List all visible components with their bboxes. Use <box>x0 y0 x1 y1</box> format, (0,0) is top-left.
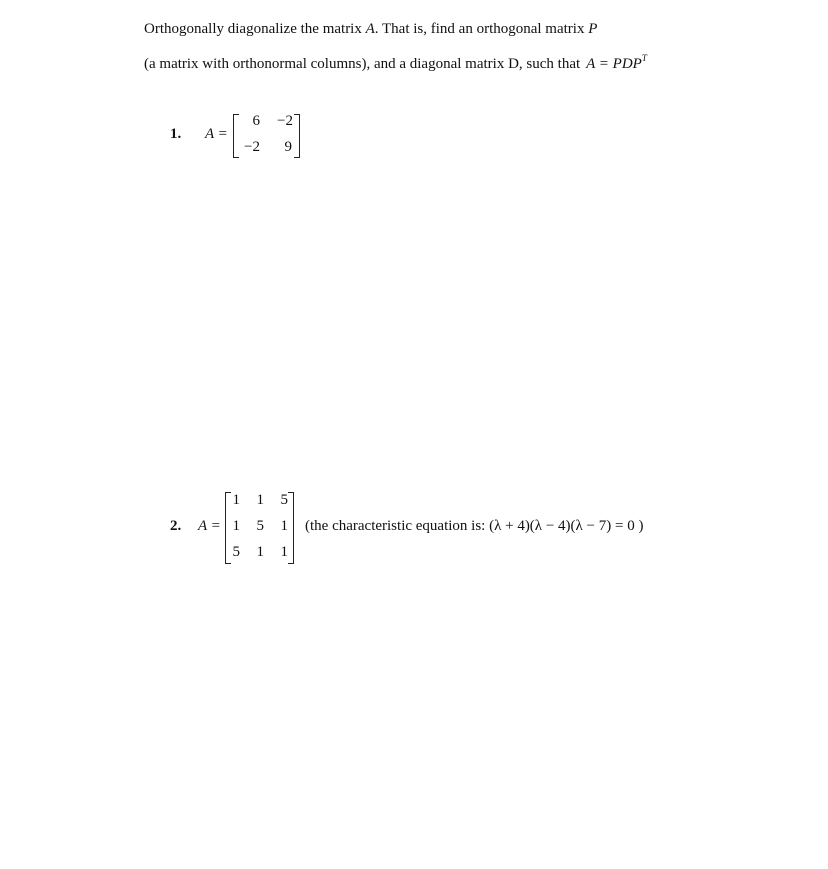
problem-2-cell: 1 <box>256 492 264 508</box>
problem-1-cell: −2 <box>244 139 260 155</box>
equation-A-PDPT <box>586 53 647 72</box>
instruction-line-1 <box>144 21 597 38</box>
matrix-symbol-P: P <box>588 21 598 37</box>
problem-1-cell: 9 <box>284 139 292 155</box>
problem-1-cell: −2 <box>277 113 293 129</box>
problem-1-cell: 6 <box>252 113 260 129</box>
problem-2-lhs: A = <box>198 518 221 534</box>
problem-2-number: 2. <box>170 518 182 534</box>
matrix-symbol-A: A <box>365 21 375 37</box>
problem-1-lhs: A = <box>205 126 228 142</box>
problem-1-right-bracket <box>294 114 300 158</box>
problem-2-cell: 5 <box>280 492 288 508</box>
problem-2-cell: 5 <box>232 544 240 560</box>
instruction-line-2 <box>144 53 647 73</box>
transpose-superscript: T <box>641 53 647 63</box>
problem-1-number: 1. <box>170 126 182 142</box>
problem-2-cell: 1 <box>280 518 288 534</box>
equation-body: A = PDP <box>586 56 642 72</box>
instruction-text-part-3: (a matrix with orthonormal columns), and a diagonal matrix D, such that <box>144 56 581 72</box>
instruction-text-part-1: Orthogonally diagonalize the matrix <box>144 21 366 37</box>
instruction-text-part-2: . That is, find an orthogonal matrix <box>374 21 589 37</box>
problem-2-cell: 1 <box>256 544 264 560</box>
problem-2-cell: 1 <box>280 544 288 560</box>
characteristic-equation-note: (the characteristic equation is: (λ + 4)(λ − 4)(λ − 7) = 0 ) <box>305 518 644 534</box>
problem-2-cell: 1 <box>232 518 240 534</box>
problem-2-right-bracket <box>288 492 294 564</box>
problem-2-cell: 1 <box>232 492 240 508</box>
problem-2-cell: 5 <box>256 518 264 534</box>
